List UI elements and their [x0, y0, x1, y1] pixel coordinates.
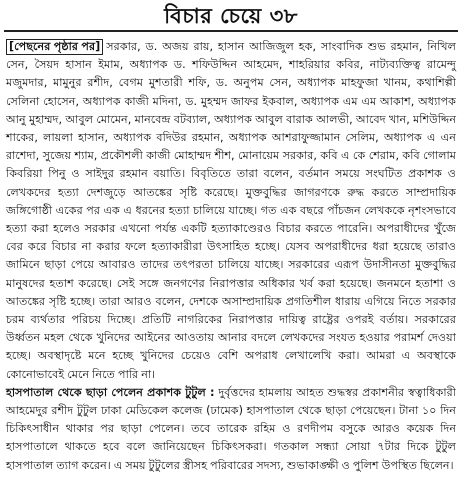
paragraph-2	[6, 384, 456, 475]
paragraph-1-text: সরকার, ড. অজয় রায়, হাসান আজিজুল হক, সাংবাদিক শুভ রহমান, নিখিল সেন, সৈয়দ হাসান ইমাম, অধ্যাপক ড. শফিউদ্দিন আহমেদ, শাহরিয়ার কবির, নাট্যব্যক্তিত্ব রামেন্দু মজুমদার, মামুনুর রশীদ, বেগম মুশতারী শফি, ড. অনুপম সেন, অধ্যাপক মাহফুজা খানম, কথাশিল্পী সেলিনা হোসেন, অধ্যাপক কাজী মদিনা, ড. মুহম্মদ জাফর ইকবাল, অধ্যাপক এম এম আকাশ, অধ্যাপক আনু মুহাম্মদ, আবুল মোমেন, মানবেন্দ্র বটব্যাল, অধ্যাপক আবুল বারাক আলভী, আবেদ খান, মশিউদ্দিন শাকের, লায়লা হাসান, অধ্যাপক বদিউর রহমান, অধ্যাপক আশরাফুজ্জামান সেলিম, অধ্যাপক এ এন রাশেদা, সুজেয় শ্যাম, প্রকৌশলী কাজী মোহাম্মদ শীশ, মোনায়েম সরকার, কবি এ কে শেরাম, কবি গোলাম কিবরিয়া পিনু ও সাইদুর রহমান বয়াতি। বিবৃতিতে তারা বলেন, বর্তমান সময়ে সংঘটিত প্রকাশক ও লেখকদের হত্যা দেশজুড়ে আতঙ্কের সৃষ্টি করেছে। মুক্তবুদ্ধির জাগরণকে রুদ্ধ করতে সাম্প্রদায়িক জঙ্গিগোষ্ঠী একের পর এক এ ধরনের হত্যা চালিয়ে যাচ্ছে। গত এক বছরে পাঁচজন লেখককে নৃশংসভাবে হত্যা করা হলেও সরকার এখনো পর্যন্ত একটি হত্যাকাণ্ডেরও বিচার করতে পারেনি। অপরাধীদের খুঁজে বের করে বিচার না করার ফলে হত্যাকারীরা উৎসাহিত হচ্ছে। যেসব অপরাধীদের ধরা হয়েছে তারাও জামিনে ছাড়া পেয়ে আবারও তাদের তৎপরতা চালিয়ে যাচ্ছে। সরকারের এরূপ উদাসীনতা মুক্তবুদ্ধির মানুষদের হতাশ করেছে। সেই সঙ্গে জনগণের নিরাপত্তার অধিকার খর্ব করা হয়েছে। জনমনে হতাশা ও আতঙ্কের সৃষ্টি হচ্ছে। তারা আরও বলেন, দেশকে অসাম্প্রদায়িক প্রগতিশীল ধারায় এগিয়ে নিতে সরকার চরম ব্যর্থতার পরিচয় দিচ্ছে। প্রতিটি নাগরিকের নিরাপত্তার দায়িত্ব রাষ্ট্রের ওপরই বর্তায়। সরকারের উর্ধ্বতন মহল থেকে খুনিদের আইনের আওতায় আনার বদলে লেখকদের সংযত হওয়ার পরামর্শ দেওয়া হচ্ছে। অবস্থাদৃষ্টে মনে হচ্ছে খুনিদের চেয়েও বেশি অপরাধ লেখালেখি করা। আমরা এ অবস্থাকে কোনোভাবেই মেনে নিতে পারি না।	[6, 40, 456, 381]
continuation-label: [পেছনের পৃষ্ঠার পর]	[6, 39, 103, 55]
paragraph-2-text: দুর্বৃত্তদের হামলায় আহত শুদ্ধস্বর প্রকাশনীর স্বত্বাধিকারী আহমেদুর রশীদ টুটুল ঢাকা মেডিকেল কলেজ (ঢামেক) হাসপাতাল থেকে ছাড়া পেয়েছেন। টানা ১০ দিন চিকিৎসাধীন থাকার পর ছাড়া পেলেন। তবে তারেক রহিম ও রণদীপম বসুকে আরও কয়েক দিন হাসপাতালে থাকতে হবে বলে জানিয়েছেন চিকিৎসকরা। গতকাল সন্ধ্যা সোয়া ৭টার দিকে টুটুল হাসপাতাল ত্যাগ করেন। এ সময় টুটুলের স্ত্রীসহ পরিবারের সদস্য, শুভাকাঙ্ক্ষী ও পুলিশ উপস্থিত ছিলেন।	[6, 385, 456, 472]
headline: বিচার চেয়ে ৩৮	[164, 2, 298, 28]
headline-bar	[4, 0, 458, 32]
article-body	[6, 38, 456, 475]
subheading: হাসপাতাল থেকে ছাড়া পেলেন প্রকাশক টুটুল :	[6, 385, 215, 399]
paragraph-1	[6, 38, 456, 384]
